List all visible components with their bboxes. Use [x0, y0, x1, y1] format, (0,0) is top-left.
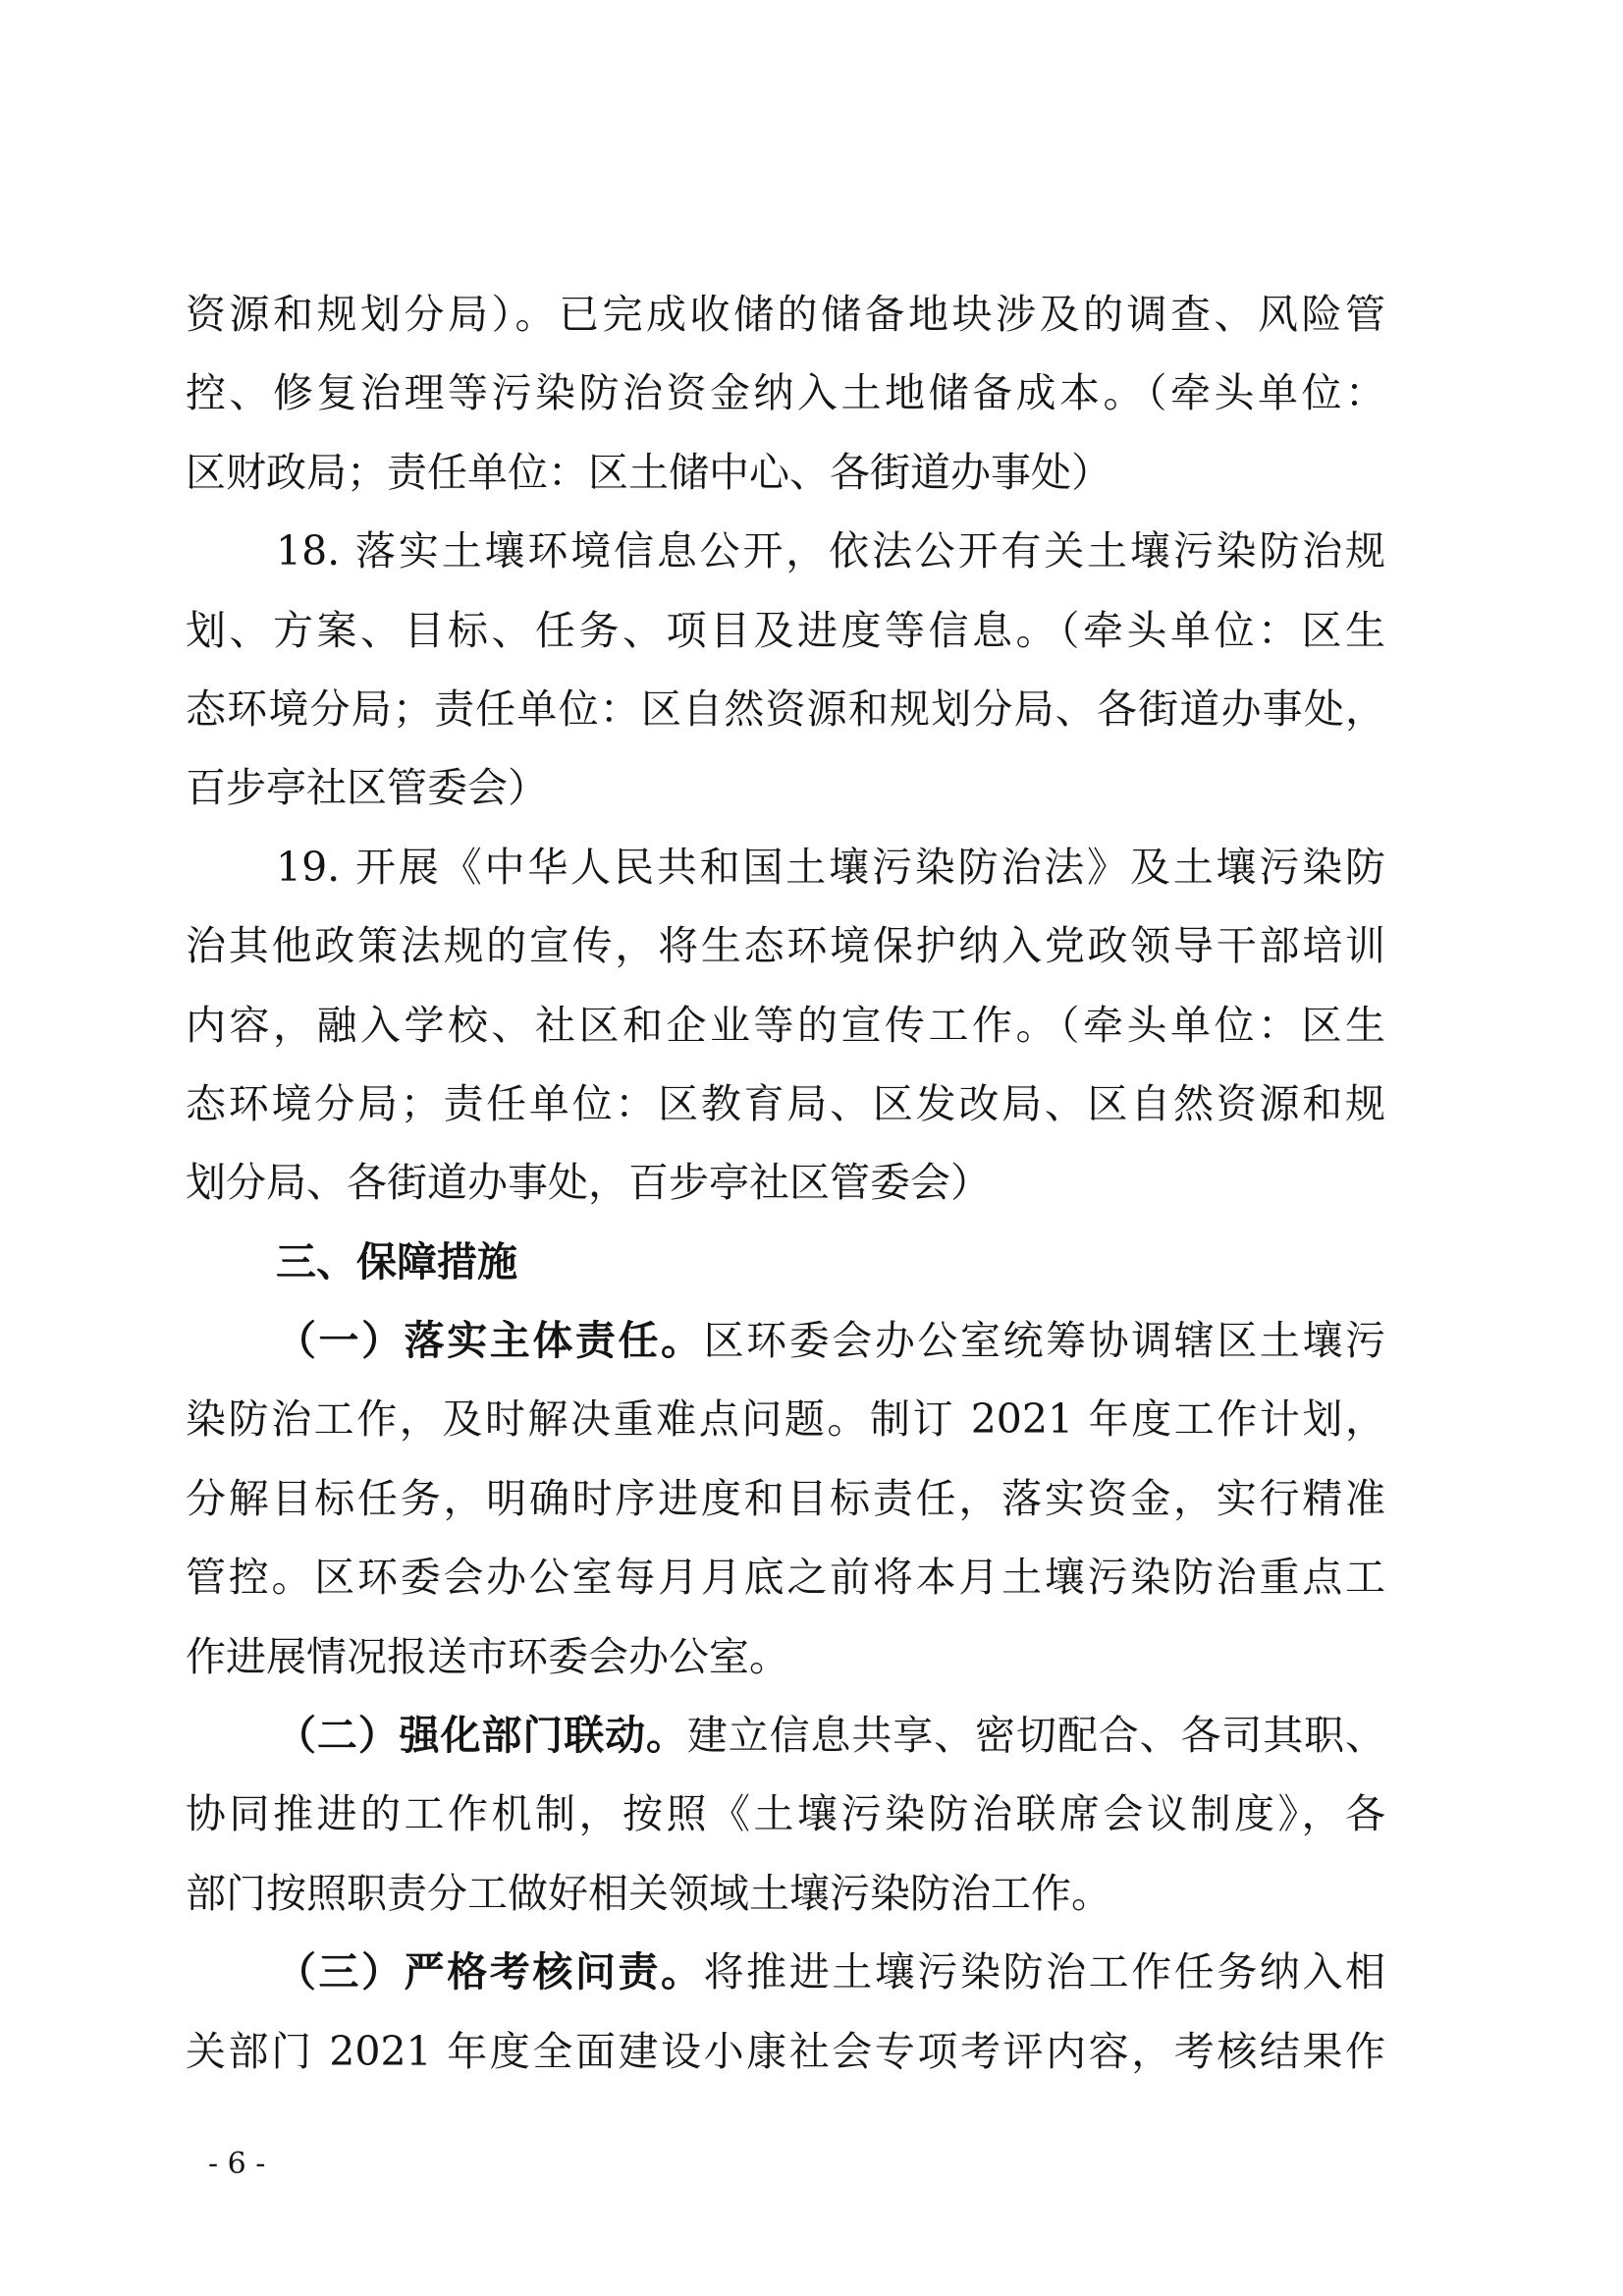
text-line: 治其他政策法规的宣传，将生态环境保护纳入党政领导干部培训: [186, 922, 1385, 970]
text-line: 染防治工作，及时解决重难点问题。制订 2021 年度工作计划，: [186, 1395, 1385, 1444]
measure-1-lead: （一）落实主体责任。: [276, 1317, 704, 1365]
measure-3-lead: （三）严格考核问责。: [276, 1948, 704, 1996]
text-line: 管控。区环委会办公室每月月底之前将本月土壤污染防治重点工: [186, 1554, 1385, 1602]
text-line: 部门按照职责分工做好相关领域土壤污染防治工作。: [186, 1869, 1111, 1917]
measure-2-text: 建立信息共享、密切配合、各司其职、: [686, 1712, 1385, 1760]
text-line: 划分局、各街道办事处，百步亭社区管委会）: [186, 1159, 991, 1207]
text-line: 分解目标任务，明确时序进度和目标责任，落实资金，实行精准: [186, 1474, 1385, 1522]
item-18-first-line: 18. 落实土壤环境信息公开，依法公开有关土壤污染防治规: [276, 527, 1385, 575]
text-line: 协同推进的工作机制，按照《土壤污染防治联席会议制度》，各: [186, 1790, 1385, 1838]
text-line: 态环境分局；责任单位：区自然资源和规划分局、各街道办事处，: [186, 684, 1385, 733]
text-line: 态环境分局；责任单位：区教育局、区发改局、区自然资源和规: [186, 1079, 1385, 1127]
measure-1-text: 区环委会办公室统筹协调辖区土壤污: [703, 1317, 1385, 1365]
measure-2-lead: （二）强化部门联动。: [276, 1712, 687, 1760]
measure-2-first-line: [186, 1696, 1385, 1775]
measure-3-text: 将推进土壤污染防治工作任务纳入相: [703, 1948, 1385, 1996]
text-line: 划、方案、目标、任务、项目及进度等信息。（牵头单位：区生: [186, 606, 1385, 654]
text-line: 百步亭社区管委会）: [186, 764, 548, 812]
text-line: 资源和规划分局）。已完成收储的储备地块涉及的调查、风险管: [186, 291, 1385, 338]
item-19-first-line: 19. 开展《中华人民共和国土壤污染防治法》及土壤污染防: [276, 843, 1385, 891]
measure-1-first-line: [186, 1301, 1385, 1380]
text-line: 关部门 2021 年度全面建设小康社会专项考评内容，考核结果作: [186, 2027, 1385, 2075]
page-number: - 6 -: [208, 2147, 266, 2181]
text-line: 控、修复治理等污染防治资金纳入土地储备成本。（牵头单位：: [186, 369, 1385, 417]
text-line: 内容，融入学校、社区和企业等的宣传工作。（牵头单位：区生: [186, 1001, 1385, 1049]
measure-3-first-line: [186, 1933, 1385, 2011]
section-heading: 三、保障措施: [276, 1237, 517, 1285]
text-line: 作进展情况报送市环委会办公室。: [186, 1632, 789, 1680]
body-text: [186, 275, 1385, 2091]
text-line: 区财政局；责任单位：区土储中心、各街道办事处）: [186, 448, 1111, 496]
